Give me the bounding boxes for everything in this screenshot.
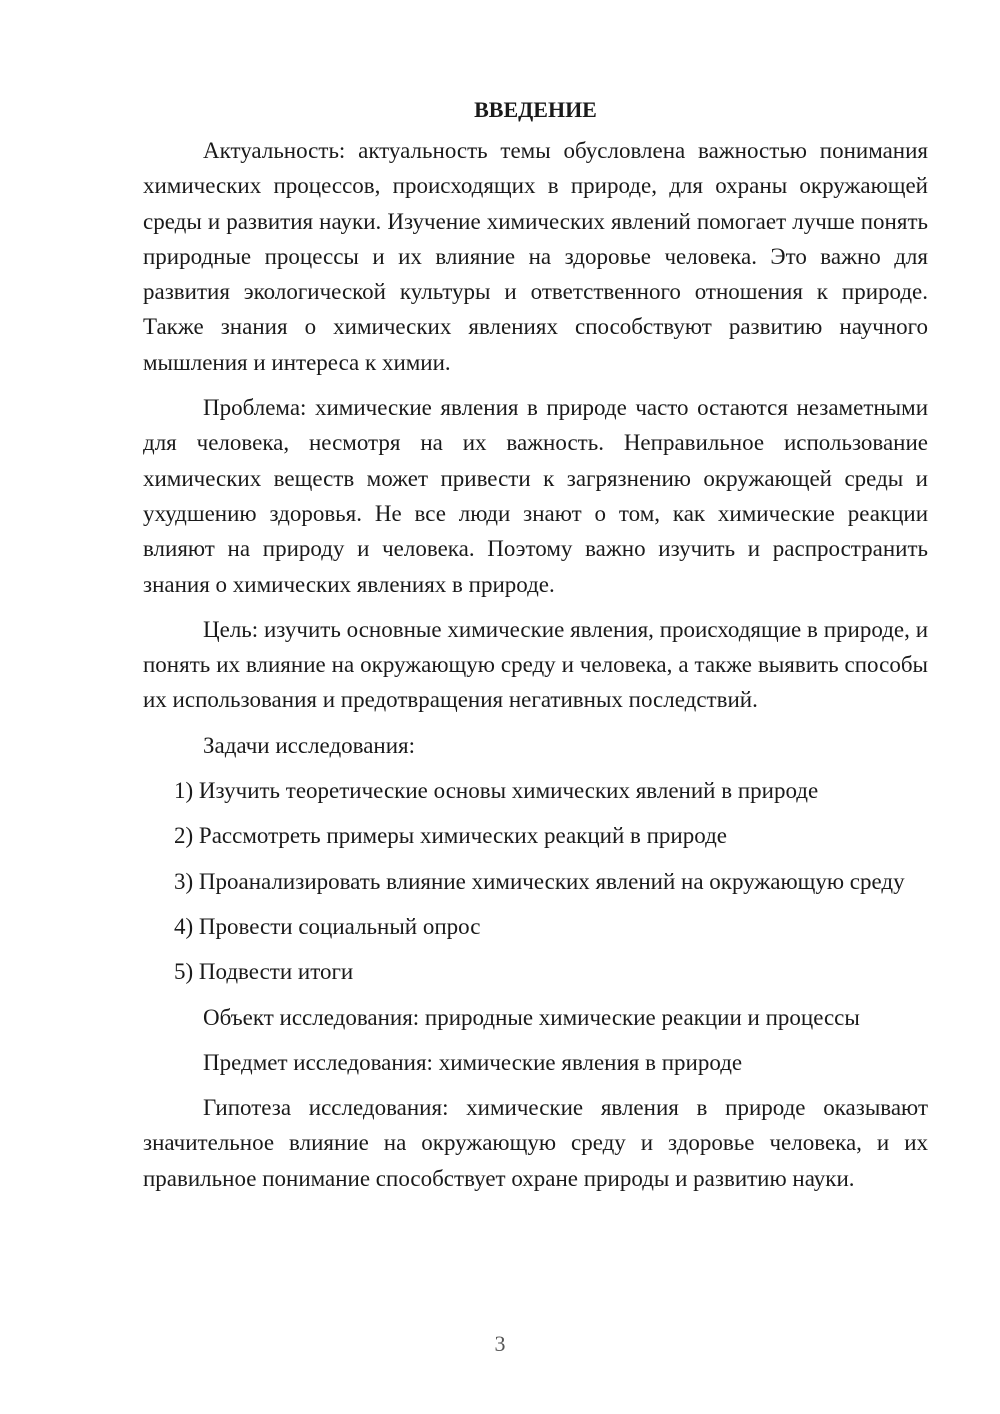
relevance-paragraph: Актуальность: актуальность темы обусловлена важностью понимания химических процессов, происходящих в природе, для охраны окружающей среды и развития науки. Изучение химических явлений помогает лучше понять природные процессы и их влияние на здоровье человека. Это важно для развития экологической культуры и ответственного отношения к природе. Также знания о химических явлениях способствуют развитию научного мышления и интереса к химии. <box>143 138 928 375</box>
task-item: 4) Провести социальный опрос <box>174 913 481 939</box>
task-item: 3) Проанализировать влияние химических явлений на окружающую среду <box>174 868 905 894</box>
problem-paragraph: Проблема: химические явления в природе часто остаются незаметными для человека, несмотря на их важность. Неправильное использование химических веществ может привести к загрязнению окружающей среды и ухудшению здоровья. Не все люди знают о том, как химические реакции влияют на природу и человека. Поэтому важно изучить и распространить знания о химических явлениях в природе. <box>143 395 928 597</box>
goal-paragraph: Цель: изучить основные химические явления, происходящие в природе, и понять их влияние на окружающую среду и человека, а также выявить способы их использования и предотвращения негативных последствий. <box>143 616 928 713</box>
section-title: ВВЕДЕНИЕ <box>474 97 597 122</box>
task-item: 1) Изучить теоретические основы химических явлений в природе <box>174 778 819 804</box>
task-item: 2) Рассмотреть примеры химических реакций в природе <box>174 823 727 849</box>
document-page <box>143 92 928 1206</box>
task-item: 5) Подвести итоги <box>174 959 354 985</box>
page-number: 3 <box>494 1331 506 1356</box>
subject-paragraph: Предмет исследования: химические явления в природе <box>203 1049 743 1075</box>
hypothesis-paragraph: Гипотеза исследования: химические явления в природе оказывают значительное влияние на окружающую среду и здоровье человека, и их правильное понимание способствует охране природы и развитию науки. <box>143 1095 928 1191</box>
tasks-heading: Задачи исследования: <box>203 732 416 758</box>
object-paragraph: Объект исследования: природные химические реакции и процессы <box>203 1004 860 1030</box>
